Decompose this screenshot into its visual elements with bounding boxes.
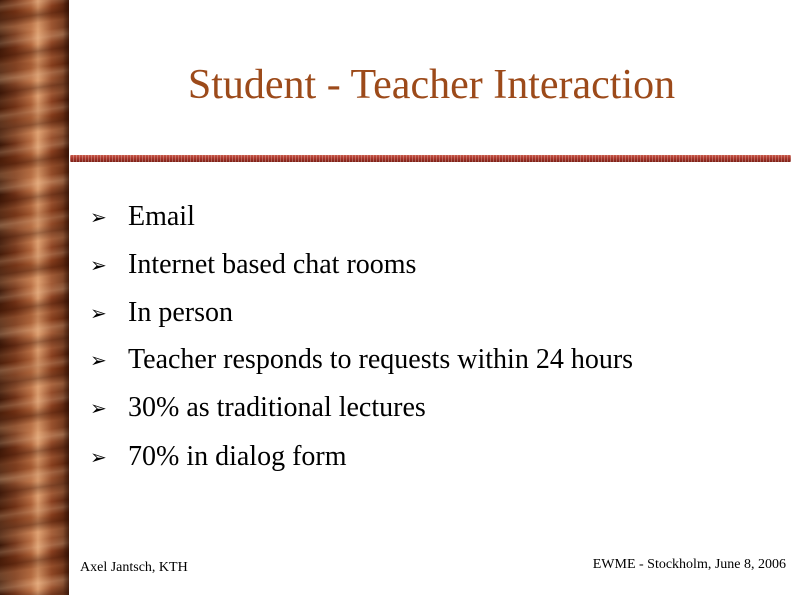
bullet-text: Teacher responds to requests within 24 hours	[128, 344, 634, 375]
slide-title: Student - Teacher Interaction	[187, 62, 676, 108]
bullet-item	[90, 245, 416, 285]
arrowhead-bullet-icon: ➢	[90, 396, 107, 420]
wood-texture-strip	[0, 0, 69, 595]
arrowhead-bullet-icon: ➢	[90, 301, 107, 325]
bullet-item	[90, 388, 426, 428]
arrowhead-bullet-icon: ➢	[90, 348, 107, 372]
bullet-text: 70% in dialog form	[128, 441, 347, 472]
bullet-text: Email	[128, 201, 195, 232]
title-divider	[70, 155, 791, 162]
arrowhead-bullet-icon: ➢	[90, 205, 107, 229]
bullet-text: In person	[128, 297, 233, 328]
bullet-text: 30% as traditional lectures	[128, 392, 426, 423]
arrowhead-bullet-icon: ➢	[90, 253, 107, 277]
bullet-item	[90, 437, 347, 477]
footer-event: EWME - Stockholm, June 8, 2006	[592, 557, 786, 572]
footer-author: Axel Jantsch, KTH	[80, 560, 188, 575]
arrowhead-bullet-icon: ➢	[90, 445, 107, 469]
bullet-text: Internet based chat rooms	[128, 249, 417, 280]
bullet-item	[90, 197, 195, 237]
bullet-item	[90, 293, 233, 333]
bullet-item	[90, 340, 633, 380]
